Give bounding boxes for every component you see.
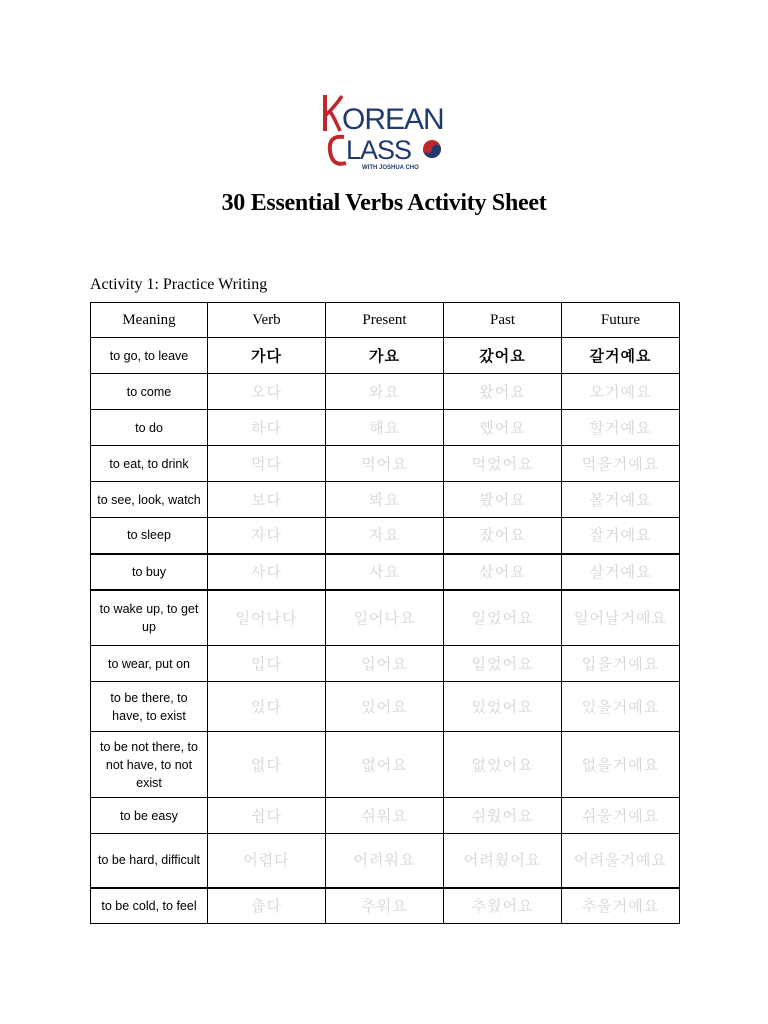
- table-row: [91, 646, 680, 682]
- verb-cell[interactable]: 먹다: [208, 446, 326, 482]
- table-row: [91, 834, 680, 888]
- past-cell[interactable]: 쉬웠어요: [444, 798, 562, 834]
- future-cell[interactable]: 일어날거예요: [562, 590, 680, 646]
- verb-cell[interactable]: 오다: [208, 374, 326, 410]
- verb-cell[interactable]: 사다: [208, 554, 326, 590]
- present-cell[interactable]: 쉬워요: [326, 798, 444, 834]
- future-cell[interactable]: 없을거예요: [562, 732, 680, 798]
- table-row: [91, 732, 680, 798]
- meaning-cell: to do: [91, 410, 208, 446]
- verb-cell[interactable]: 쉽다: [208, 798, 326, 834]
- past-cell[interactable]: 봤어요: [444, 482, 562, 518]
- verb-cell[interactable]: 하다: [208, 410, 326, 446]
- verb-cell[interactable]: 보다: [208, 482, 326, 518]
- verb-cell[interactable]: 일어나다: [208, 590, 326, 646]
- meaning-cell: to come: [91, 374, 208, 410]
- future-cell: 갈거예요: [562, 338, 680, 374]
- meaning-cell: to be easy: [91, 798, 208, 834]
- korean-class-logo: [322, 93, 448, 171]
- verb-cell: 가다: [208, 338, 326, 374]
- future-cell[interactable]: 먹을거예요: [562, 446, 680, 482]
- table-row: [91, 518, 680, 554]
- present-cell[interactable]: 어려워요: [326, 834, 444, 888]
- future-cell[interactable]: 입을거예요: [562, 646, 680, 682]
- future-cell[interactable]: 살거예요: [562, 554, 680, 590]
- past-cell[interactable]: 샀어요: [444, 554, 562, 590]
- future-cell[interactable]: 어려울거예요: [562, 834, 680, 888]
- svg-text:LASS: LASS: [346, 135, 412, 165]
- meaning-cell: to sleep: [91, 518, 208, 554]
- header-future: Future: [562, 303, 680, 338]
- present-cell[interactable]: 사요: [326, 554, 444, 590]
- past-cell[interactable]: 잤어요: [444, 518, 562, 554]
- verb-practice-table: [90, 302, 680, 924]
- meaning-cell: to see, look, watch: [91, 482, 208, 518]
- activity-label: Activity 1: Practice Writing: [90, 276, 268, 293]
- verb-cell[interactable]: 없다: [208, 732, 326, 798]
- table-row: [91, 410, 680, 446]
- table-row: [91, 446, 680, 482]
- past-cell[interactable]: 입었어요: [444, 646, 562, 682]
- present-cell[interactable]: 일어나요: [326, 590, 444, 646]
- meaning-cell: to go, to leave: [91, 338, 208, 374]
- present-cell[interactable]: 입어요: [326, 646, 444, 682]
- present-cell: 가요: [326, 338, 444, 374]
- verb-cell[interactable]: 입다: [208, 646, 326, 682]
- table-row: [91, 798, 680, 834]
- future-cell[interactable]: 쉬울거예요: [562, 798, 680, 834]
- present-cell[interactable]: 있어요: [326, 682, 444, 732]
- table-row: [91, 374, 680, 410]
- past-cell[interactable]: 추웠어요: [444, 888, 562, 924]
- header-verb: Verb: [208, 303, 326, 338]
- table-row: [91, 682, 680, 732]
- table-header-row: [91, 303, 680, 338]
- past-cell[interactable]: 어려웠어요: [444, 834, 562, 888]
- svg-text:OREAN: OREAN: [342, 103, 444, 136]
- verb-cell[interactable]: 춥다: [208, 888, 326, 924]
- meaning-cell: to be hard, difficult: [91, 834, 208, 888]
- header-present: Present: [326, 303, 444, 338]
- verb-cell[interactable]: 있다: [208, 682, 326, 732]
- present-cell[interactable]: 자요: [326, 518, 444, 554]
- present-cell[interactable]: 해요: [326, 410, 444, 446]
- table-row: [91, 554, 680, 590]
- past-cell[interactable]: 먹었어요: [444, 446, 562, 482]
- future-cell[interactable]: 잘거예요: [562, 518, 680, 554]
- meaning-cell: to buy: [91, 554, 208, 590]
- present-cell[interactable]: 와요: [326, 374, 444, 410]
- header-past: Past: [444, 303, 562, 338]
- table-row: [91, 482, 680, 518]
- logo-tagline: WITH JOSHUA CHO: [362, 165, 419, 171]
- verb-cell[interactable]: 어렵다: [208, 834, 326, 888]
- past-cell: 갔어요: [444, 338, 562, 374]
- verb-cell[interactable]: 자다: [208, 518, 326, 554]
- future-cell[interactable]: 있을거예요: [562, 682, 680, 732]
- past-cell[interactable]: 일었어요: [444, 590, 562, 646]
- present-cell[interactable]: 추워요: [326, 888, 444, 924]
- past-cell[interactable]: 왔어요: [444, 374, 562, 410]
- past-cell[interactable]: 있었어요: [444, 682, 562, 732]
- future-cell[interactable]: 추울거예요: [562, 888, 680, 924]
- header-meaning: Meaning: [91, 303, 208, 338]
- meaning-cell: to be not there, to not have, to not exist: [91, 732, 208, 798]
- future-cell[interactable]: 오거예요: [562, 374, 680, 410]
- meaning-cell: to eat, to drink: [91, 446, 208, 482]
- table-row: [91, 338, 680, 374]
- past-cell[interactable]: 했어요: [444, 410, 562, 446]
- page-title: 30 Essential Verbs Activity Sheet: [221, 190, 547, 216]
- meaning-cell: to be there, to have, to exist: [91, 682, 208, 732]
- present-cell[interactable]: 봐요: [326, 482, 444, 518]
- meaning-cell: to wake up, to get up: [91, 590, 208, 646]
- future-cell[interactable]: 할거예요: [562, 410, 680, 446]
- past-cell[interactable]: 없었어요: [444, 732, 562, 798]
- meaning-cell: to be cold, to feel: [91, 888, 208, 924]
- meaning-cell: to wear, put on: [91, 646, 208, 682]
- table-row: [91, 590, 680, 646]
- table-row: [91, 888, 680, 924]
- future-cell[interactable]: 볼거예요: [562, 482, 680, 518]
- present-cell[interactable]: 먹어요: [326, 446, 444, 482]
- present-cell[interactable]: 없어요: [326, 732, 444, 798]
